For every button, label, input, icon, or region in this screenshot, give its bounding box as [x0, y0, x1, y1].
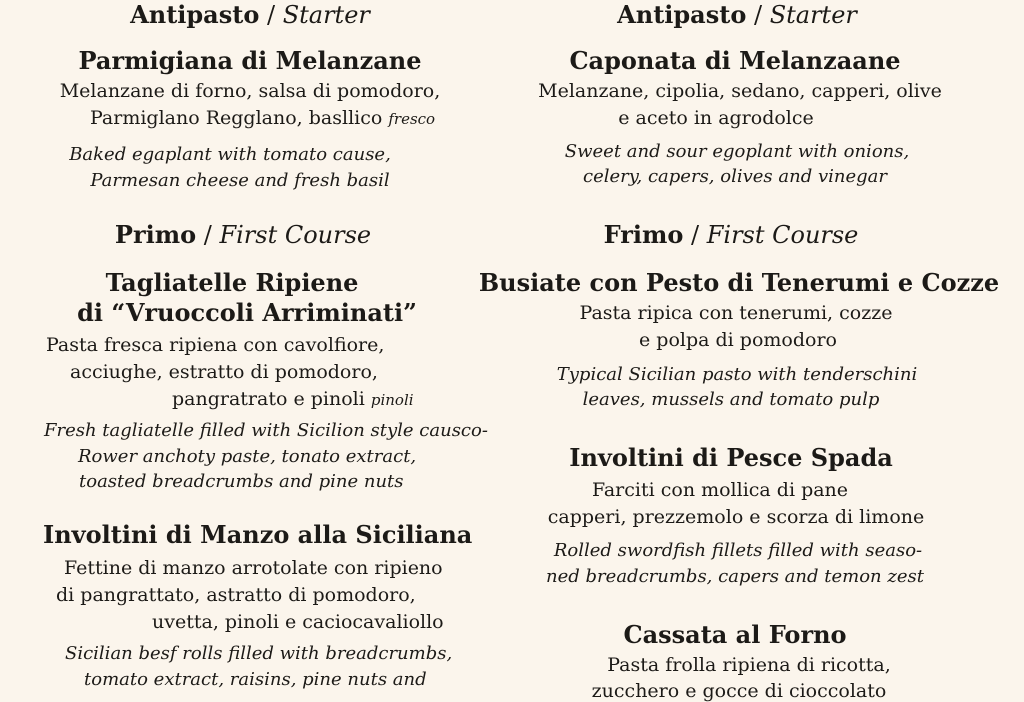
dish-desc-english: Sweet and sour egoplant with onions,: [564, 141, 910, 162]
dish-title-tagliatelle: Tagliatelle Ripiene: [105, 268, 359, 297]
dish-desc-italian-note: fresco: [388, 110, 436, 128]
dish-desc-english: Parmesan cheese and fresh basil: [90, 170, 390, 191]
dish-desc-english: Sicilian besf rolls filled with breadcrumbs,: [65, 643, 453, 664]
section-header-antipasto-left: Antipasto / Starter: [130, 0, 370, 29]
dish-desc-italian: Pasta frolla ripiena di ricotta,: [607, 654, 891, 676]
dish-desc-italian: pangratrato e pinoli pinoli: [172, 388, 414, 410]
dish-desc-italian: Melanzane di forno, salsa di pomodoro,: [59, 80, 441, 102]
dish-title-involtini-manzo: Involtini di Manzo alla Siciliana: [43, 520, 473, 549]
dish-desc-english: leaves, mussels and tomato pulp: [582, 389, 880, 410]
dish-desc-english: tomato extract, raisins, pine nuts and: [84, 669, 427, 690]
dish-desc-english: Baked egaplant with tomato cause,: [69, 144, 391, 165]
dish-title-caponata: Caponata di Melanzaane: [569, 46, 901, 75]
dish-title-involtini-pesce-spada: Involtini di Pesce Spada: [569, 443, 893, 472]
dish-desc-english: Fresh tagliatelle filled with Sicilion style causco-: [44, 420, 488, 441]
dish-desc-english: toasted breadcrumbs and pine nuts: [79, 471, 404, 492]
dish-desc-english: Typical Sicilian pasto with tenderschini: [556, 364, 918, 385]
dish-desc-italian: Farciti con mollica di pane: [591, 479, 849, 501]
dish-desc-english: Rower anchoty paste, tonato extract,: [78, 446, 417, 467]
dish-desc-italian: uvetta, pinoli e caciocavaliollo: [152, 611, 444, 633]
dish-desc-italian: Fettine di manzo arrotolate con ripieno: [64, 557, 443, 579]
section-header-primo-left: Primo / First Course: [114, 220, 372, 249]
section-header-primo-right: Frimo / First Course: [603, 220, 859, 249]
dish-desc-italian: zucchero e gocce di cioccolato: [591, 680, 887, 702]
dish-desc-italian: Pasta ripica con tenerumi, cozze: [579, 302, 893, 324]
dish-desc-italian: e polpa di pomodoro: [639, 329, 837, 351]
dish-desc-italian: Melanzane, cipolia, sedano, capperi, olive: [538, 80, 942, 102]
dish-desc-english: ned breadcrumbs, capers and temon zest: [546, 566, 924, 587]
dish-title-cassata: Cassata al Forno: [623, 620, 847, 649]
dish-desc-italian: di pangrattato, astratto di pomodoro,: [56, 584, 416, 606]
dish-title-parmigiana: Parmigiana di Melanzane: [78, 46, 422, 75]
section-header-antipasto-right: Antipasto / Starter: [617, 0, 857, 29]
dish-desc-english: celery, capers, olives and vinegar: [583, 166, 887, 187]
dish-desc-italian: acciughe, estratto di pomodoro,: [70, 361, 378, 383]
dish-desc-italian: Parmiglano Regglano, basllico fresco: [90, 107, 436, 129]
dish-title-tagliatelle-line2: di “Vruoccoli Arriminati”: [77, 298, 417, 327]
dish-desc-english: Rolled swordfish fillets filled with seaso-: [553, 540, 923, 561]
dish-desc-italian-note: pinoli: [370, 391, 414, 409]
dish-desc-italian: e aceto in agrodolce: [618, 107, 814, 129]
dish-desc-italian: capperi, prezzemolo e scorza di limone: [547, 506, 925, 528]
dish-title-busiate: Busiate con Pesto di Tenerumi e Cozze: [478, 268, 1000, 297]
dish-desc-italian: Pasta fresca ripiena con cavolfiore,: [46, 334, 385, 356]
